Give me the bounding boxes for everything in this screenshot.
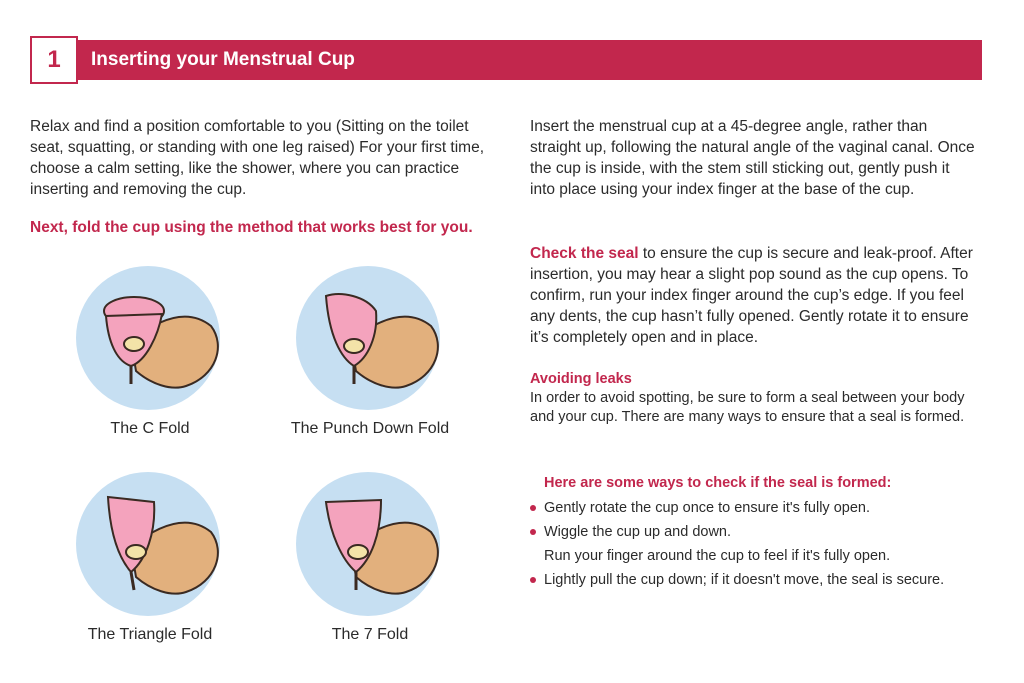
fold-label-c: The C Fold	[110, 420, 190, 437]
punch-down-fold-illustration	[296, 266, 446, 416]
bullet-icon	[530, 529, 536, 535]
seal-text: to ensure the cup is secure and leak-proof. After insertion, you may hear a slight pop sound as the cup opens. To confirm, run your index finger around the cup’s edge. If you feel any dents, the cup hasn’t fully opened. Gently rotate it to ensure it’s completely open and in place.	[530, 245, 973, 346]
fold-label-punch-down: The Punch Down Fold	[290, 420, 450, 437]
checks-heading: Here are some ways to check if the seal is formed:	[544, 475, 892, 491]
page-title: Inserting your Menstrual Cup	[91, 49, 355, 70]
list-item: Run your finger around the cup to feel if it's fully open.	[544, 548, 891, 564]
list-item: Wiggle the cup up and down.	[530, 522, 944, 546]
seal-instructions	[530, 243, 975, 348]
intro-text: Relax and find a position comfortable to you (Sitting on the toilet seat, squatting, or standing with one leg raised) For your first time, choose a calm setting, like the shower, where you can practice inserting and removing the cup.	[30, 118, 485, 198]
seal-check-list	[530, 498, 944, 594]
bullet-icon	[530, 577, 536, 583]
7-fold-illustration	[296, 472, 446, 622]
leaks-text: In order to avoid spotting, be sure to form a seal between your body and your cup. There are many ways to ensure that a seal is formed.	[530, 390, 965, 425]
list-item: Lightly pull the cup down; if it doesn't move, the seal is secure.	[530, 570, 944, 594]
list-item: Gently rotate the cup once to ensure it's fully open.	[530, 498, 944, 522]
bullet-icon	[530, 505, 536, 511]
c-fold-illustration	[76, 266, 226, 416]
step-number: 1	[30, 36, 78, 84]
fold-label-7: The 7 Fold	[331, 626, 409, 643]
fold-prompt: Next, fold the cup using the method that works best for you.	[30, 219, 473, 236]
seal-lead: Check the seal	[530, 245, 639, 262]
insert-instructions: Insert the menstrual cup at a 45-degree angle, rather than straight up, following the natural angle of the vaginal canal. Once the cup is inside, with the stem still sticking out, gently push it into place using your index finger at the base of the cup.	[530, 118, 975, 198]
fold-label-triangle: The Triangle Fold	[87, 626, 213, 643]
triangle-fold-illustration	[76, 472, 226, 622]
leaks-heading: Avoiding leaks	[530, 371, 632, 387]
